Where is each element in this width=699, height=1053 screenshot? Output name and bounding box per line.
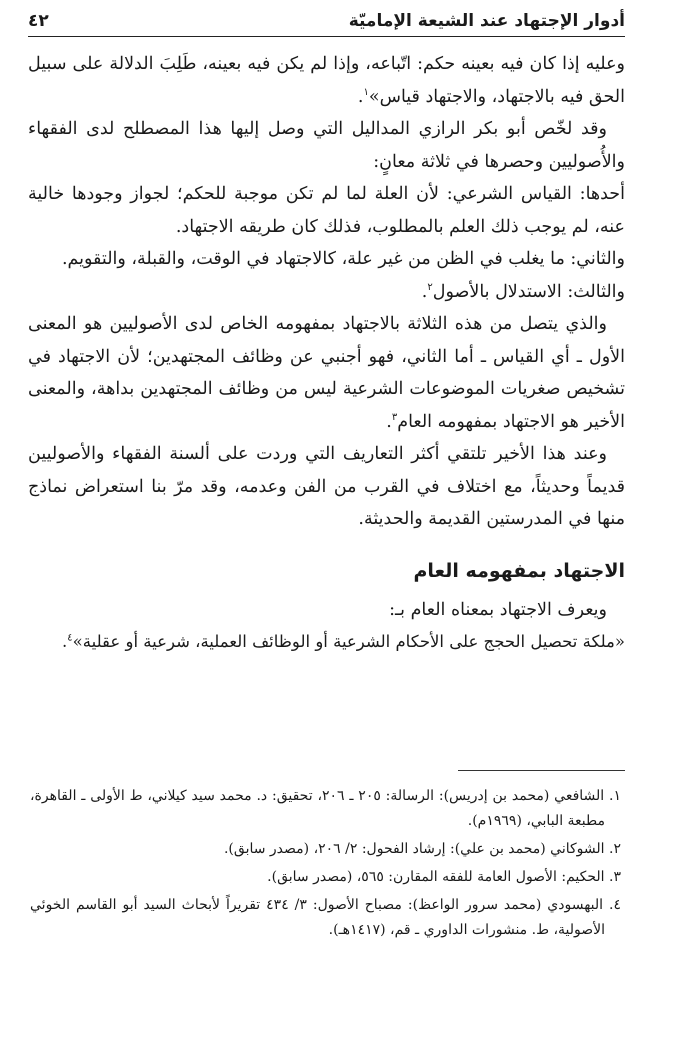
footnote-ref-3: ٣: [391, 411, 398, 423]
paragraph-meaning-3: والثالث: الاستدلال بالأصول$^٢$.: [421, 281, 625, 302]
paragraph-2: وقد لخّص أبو بكر الرازي المداليل التي وصل إليها هذا المصطلح لدى الفقهاء والأُصوليين وحصرها في ثلاثة معانٍ:: [28, 119, 625, 172]
footnote-1: ١. الشافعي (محمد بن إدريس): الرسالة: ٢٠٥ ـ ٢٠٦، تحقيق: د. محمد سيد كيلاني، ط الأولى ـ القاهرة، مطبعة البابي، (١٩٦٩م).: [30, 788, 621, 829]
footnote-ref-1: ١: [363, 86, 369, 98]
definition-intro: ويعرف الاجتهاد بمعناه العام بـ:: [389, 599, 607, 620]
paragraph-4: وعند هذا الأخير تلتقي أكثر التعاريف التي وردت على ألسنة الفقهاء والأصوليين قديماً وحديثاً، مع اختلاف في القرب من الفن وعدمه، وقد مرّ بنا استعراض نماذج منها في المدرستين القديمة والحديثة.: [28, 444, 625, 529]
footnote-4: ٤. البهسودي (محمد سرور الواعظ): مصباح الأصول: ٣/ ٤٣٤ تقريراً لأبحاث السيد أبو القاسم الخوئي الأصولية، ط. منشورات الداوري ـ قم، (١٤١٧هـ).: [30, 897, 621, 938]
page-number: ٤٢: [28, 11, 49, 31]
footnote-ref-2: ٢: [427, 281, 433, 293]
paragraph-meaning-2: والثاني: ما يغلب في الظن من غير علة، كالاجتهاد في الوقت، والقبلة، والتقويم.: [61, 249, 625, 269]
definition-quote: «ملكة تحصيل الحجج على الأحكام الشرعية أو الوظائف العملية، شرعية أو عقلية»$^٤$.: [62, 632, 625, 651]
footnotes: [30, 784, 621, 946]
paragraph-meaning-1: أحدها: القياس الشرعي: لأن العلة لما لم تكن موجبة للحكم؛ لجواز وجودها خالية عنه، لم يوجب ذلك العلم بالمطلوب، فذلك كان طريقه الاجتهاد.: [28, 184, 625, 237]
running-title: أدوار الإجتهاد عند الشيعة الإماميّة: [348, 11, 625, 31]
footnote-divider: [458, 770, 625, 771]
paragraph-1: وعليه إذا كان فيه بعينه حكم: اتّباعه، وإذا لم يكن فيه بعينه، طَلِبَ الدلالة على سبيل الحق فيه بالاجتهاد، والاجتهاد قياس»$^١$.: [28, 54, 625, 107]
main-text: [28, 48, 625, 659]
paragraph-3: والذي يتصل من هذه الثلاثة بالاجتهاد بمفهومه الخاص لدى الأصوليين هو المعنى الأول ـ أي القياس ـ أما الثاني، فهو أجنبي عن وظائف المجتهدين؛ لأن الاجتهاد في تشخيص صغريات الموضوعات الشرعية ليس من وظائف المجتهدين بداهة، والمعنى الأخير هو الاجتهاد بمفهومه العام$^٣$.: [28, 314, 625, 432]
section-heading: الاجتهاد بمفهومه العام: [413, 559, 625, 582]
footnote-ref-4: ٤: [67, 632, 73, 644]
footnote-3: ٣. الحكيم: الأصول العامة للفقه المقارن: ٥٦٥، (مصدر سابق).: [267, 869, 621, 885]
footnote-2: ٢. الشوكاني (محمد بن علي): إرشاد الفحول: ٢/ ٢٠٦، (مصدر سابق).: [223, 841, 621, 857]
running-header: [28, 6, 625, 37]
